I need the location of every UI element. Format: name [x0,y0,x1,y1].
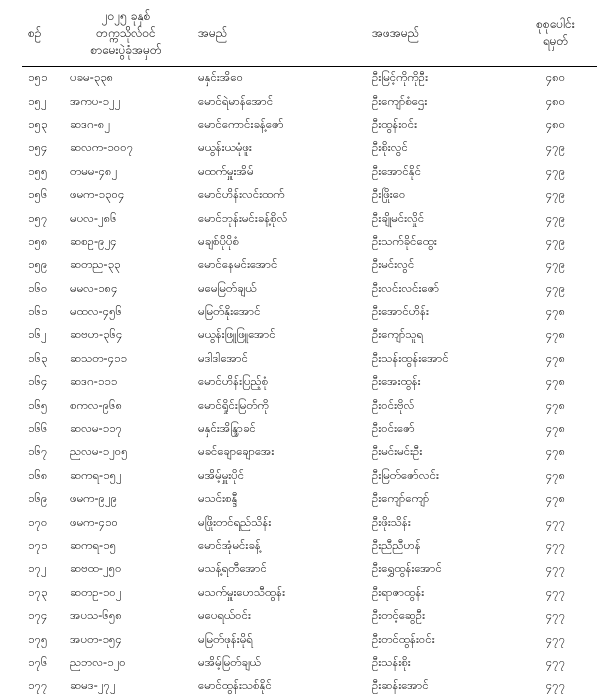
table-row [22,582,597,605]
row-serial-no: ၁၇၅ [28,631,48,646]
row-roll-number: ဆစဥ-၉၂၄ [70,233,117,248]
row-serial-no: ၁၇၆ [28,654,48,669]
row-roll-number: ညလမ-၁၂၀၅ [70,444,128,459]
row-father-name: ဦးအောင်ဟိန်း [372,304,429,319]
row-father-name: ဦးစိုးလွင် [372,140,408,155]
row-total-marks: ၄၇၈ [545,444,566,459]
table-row [22,184,597,207]
row-serial-no: ၁၇၂ [28,561,47,576]
table-row [22,441,597,464]
row-father-name: ဦးလင်းလင်းဇော် [372,280,440,295]
table-row [22,628,597,651]
row-name: မောင်ရှိုင်းမြတ်ကို [198,397,269,412]
row-father-name: ဦးတင်ထွန်းဝင်း [372,631,435,646]
row-serial-no: ၁၆၉ [28,491,48,506]
row-total-marks: ၄၇၈ [545,421,566,436]
row-total-marks: ၄၇၈ [545,467,566,482]
row-serial-no: ၁၇၀ [28,514,48,529]
row-total-marks: ၄၇၉ [545,257,566,272]
row-serial-no: ၁၅၁ [28,70,48,85]
row-roll-number: ဆသတ-၄၁၁ [70,350,127,365]
row-serial-no: ၁၆၅ [28,397,48,412]
table-row [22,488,597,511]
row-father-name: ဦးသန်းထွန်းအောင် [372,350,449,365]
header-marks-line-2: ရမှတ် [542,34,569,48]
row-father-name: ဦးကျော်စံဌေး [372,93,428,108]
row-total-marks: ၄၇၈ [545,304,566,319]
table-row [22,535,597,558]
row-name: မောင်ဘုန်းမင်းခန့်စိုလ် [198,210,288,225]
row-roll-number: ဖမက-၉၂၉ [70,491,118,506]
row-total-marks: ၄၇၇ [545,561,566,576]
row-serial-no: ၁၇၇ [28,678,48,693]
row-total-marks: ၄၇၈ [545,374,566,389]
row-father-name: ဦးထွန်းဝင်း [372,116,418,131]
header-roll-line-2: တက္ကသိုလ်ဝင် [96,25,156,40]
row-total-marks: ၄၇၉ [545,210,566,225]
row-roll-number: ဖမက-၄၁၀ [70,514,118,529]
row-serial-no: ၁၅၉ [28,257,48,272]
row-total-marks: ၄၇၈ [545,397,566,412]
row-name: မောင်ကောင်းခန့်ဇော် [198,116,284,131]
row-roll-number: ဆတည-၃၃ [70,257,121,272]
table-row [22,605,597,628]
table-row [22,231,597,254]
row-father-name: ဦးကျော်သူရ [372,327,424,342]
row-name: မမေမြတ်ချယ် [198,280,257,295]
row-roll-number: ပခမ-၃၃၈ [70,70,114,85]
row-father-name: ဦးဖိုးသိန်း [372,514,411,529]
row-serial-no: ၁၆၂ [28,327,47,342]
row-name: မောင်ထွန်းသစ်နိုင် [198,678,272,693]
row-name: မပေရယ်ဝင်း [198,608,251,623]
table-row [22,371,597,394]
row-name: မခင်ချောချောအေး [198,444,275,459]
table-row [22,90,597,113]
row-name: မောင်ရဲမာန်အောင် [198,93,274,108]
row-total-marks: ၄၈၀ [545,70,566,85]
row-roll-number: မထလ-၄၅၆ [70,304,123,319]
row-total-marks: ၄၇၇ [545,654,566,669]
row-serial-no: ၁၆၃ [28,350,48,365]
table-row [22,67,597,91]
row-roll-number: စကလ-၉၆၈ [70,397,123,412]
row-roll-number: အပသ-၆၅၈ [70,608,122,623]
row-name: မသင်းစန္ဒီ [198,491,238,506]
table-row [22,301,597,324]
row-roll-number: အပတ-၁၅၄ [70,631,122,646]
header-total-marks [514,0,597,67]
row-name: မဒါဒါအောင် [198,350,248,365]
row-roll-number: ညဘလ-၁၂၀ [70,654,126,669]
row-name: မနှင်းအိန္ဒြာခင် [198,421,256,436]
row-name: မချစ်ပိုပိုစံ [198,233,239,248]
row-father-name: ဦးမြင့်ကိုကိုဦး [372,70,428,85]
row-total-marks: ၄၇၉ [545,187,566,202]
row-serial-no: ၁၇၁ [28,538,48,552]
row-total-marks: ၄၇၇ [545,608,566,623]
row-total-marks: ၄၇၈ [545,491,566,506]
results-table [22,0,597,699]
row-roll-number: ဆကရ-၁၅၂ [70,467,122,482]
row-father-name: ဦးရာဇာထွန်း [372,584,425,599]
table-row [22,675,597,698]
row-name: မောင်ဟိန်းပြည့်စုံ [198,374,269,389]
row-serial-no: ၁၅၂ [28,93,47,108]
row-serial-no: ၁၇၃ [28,584,48,599]
row-roll-number: ဆကရ-၁၅ [70,538,117,552]
row-serial-no: ၁၅၇ [28,210,48,225]
row-father-name: ဦးညီညီဟန် [372,538,421,552]
row-father-name: ဦးဖြိုးဝေ [372,187,406,202]
row-serial-no: ၁၅၆ [28,187,48,202]
row-name: မယွန်းဖြူဖြူအောင် [198,327,276,342]
header-father-name: အဖအမည် [364,0,514,67]
table-row [22,652,597,675]
row-total-marks: ၄၇၉ [545,140,566,155]
row-total-marks: ၄၇၇ [545,678,566,693]
table-row [22,394,597,417]
header-marks-line-1: စုစုပေါင်း [536,17,575,31]
row-name: မောင်နေမင်းအောင် [198,257,278,272]
row-total-marks: ၄၇၈ [545,327,566,342]
row-roll-number: ဆမဒ-၂၇၂ [70,678,116,693]
row-name: မောင်အုံမင်းခန့် [198,538,261,552]
row-roll-number: တမမ-၄၈၂ [70,163,118,178]
row-father-name: ဦးဝင်းဗိုလ် [372,397,415,412]
row-total-marks: ၄၇၉ [545,280,566,295]
row-name: မနှင်းအိဝေ [198,70,244,85]
table-row [22,558,597,581]
row-name: မအိမ့်မှူးပိုင် [198,467,245,482]
row-serial-no: ၁၆၀ [28,280,48,295]
row-name: မောင်ဟိန်းလင်းထက် [198,187,285,202]
row-roll-number: ဖမက-၁၃၀၄ [70,187,125,202]
table-row [22,348,597,371]
row-name: မသက်မှူးဟေသီထွန်း [198,584,286,599]
table-row [22,114,597,137]
row-serial-no: ၁၇၄ [28,608,48,623]
table-row [22,254,597,277]
table-header [22,0,597,67]
row-father-name: ဦးရွှေထွန်းအောင် [372,561,442,576]
row-serial-no: ၁၆၁ [28,304,48,319]
row-roll-number: ဆဗထ-၂၅၀ [70,561,122,576]
row-total-marks: ၄၈၀ [545,93,566,108]
row-serial-no: ၁၆၄ [28,374,48,389]
row-serial-no: ၁၆၇ [28,444,48,459]
row-name: မယွန်းယမုံဖူး [198,140,252,155]
results-sheet [22,0,597,699]
row-father-name: ဦးဆန်းအောင် [372,678,429,693]
table-row [22,418,597,441]
row-serial-no: ၁၆၈ [28,467,48,482]
row-total-marks: ၄၈၀ [545,116,566,131]
row-name: မထက်မှူးအိမ် [198,163,254,178]
row-serial-no: ၁၅၄ [28,140,48,155]
row-serial-no: ၁၅၃ [28,116,48,131]
table-row [22,137,597,160]
row-father-name: ဦးတင့်ဆွေဦး [372,608,426,623]
row-father-name: ဦးသက်ခိုင်ထွေး [372,233,437,248]
row-name: မသန့်ရတီအောင် [198,561,267,576]
row-name: မအိမ့်မြတ်ချယ် [198,654,261,669]
row-father-name: ဦးမင်းမင်းဦး [372,444,423,459]
row-total-marks: ၄၇၉ [545,163,566,178]
row-roll-number: မမလ-၁၈၄ [70,280,118,295]
row-father-name: ဦးသန်းစိုး [372,654,411,669]
row-father-name: ဦးကျော်ကျော် [372,491,430,506]
header-row [22,0,597,67]
row-name: မမြတ်နိုးအောင် [198,304,261,319]
row-father-name: ဦးဝင်းဇော် [372,421,415,436]
row-roll-number: ဆဒဂ-၁၁၁ [70,374,118,389]
row-father-name: ဦးမြတ်ဇော်လင်း [372,467,439,482]
header-roll-line-1: ၂၀၂၅ ခုနှစ် [101,8,151,23]
table-row [22,324,597,347]
row-total-marks: ၄၇၇ [545,538,566,552]
row-total-marks: ၄၇၉ [545,233,566,248]
table-row [22,161,597,184]
table-row [22,278,597,301]
header-name: အမည် [192,0,364,67]
row-serial-no: ၁၅၅ [28,163,48,178]
row-total-marks: ၄၇၇ [545,584,566,599]
row-total-marks: ၄၇၇ [545,631,566,646]
row-roll-number: ဆဒဂ-၈၂ [70,116,111,131]
row-father-name: ဦးမင်းလွင် [372,257,415,272]
row-serial-no: ၁၆၆ [28,421,48,436]
row-roll-number: မပလ-၂၈၆ [70,210,117,225]
header-serial-no: စဉ် [22,0,60,67]
table-row [22,511,597,534]
row-roll-number: ဆတဥ-၁၀၂ [70,584,122,599]
row-father-name: ဦးအေးထွန်း [372,374,421,389]
row-father-name: ဦးချိုမင်းလှိုင် [372,210,425,225]
row-total-marks: ၄၇၇ [545,514,566,529]
table-body [22,67,597,699]
table-row [22,465,597,488]
row-roll-number: ဆလက-၁၀၀၇ [70,140,134,155]
row-name: မမြတ်ဖုန်းမိုရ် [198,631,253,646]
row-serial-no: ၁၅၈ [28,233,48,248]
table-row [22,207,597,230]
row-roll-number: ဆလမ-၁၁၇ [70,421,123,436]
row-roll-number: အကပ-၁၂၂ [70,93,121,108]
header-roll-line-3: စာမေးပွဲခုံအမှတ် [90,42,162,57]
header-roll-number [60,0,192,67]
row-total-marks: ၄၇၈ [545,350,566,365]
row-father-name: ဦးအောင်နိုင် [372,163,422,178]
row-roll-number: ဆဗဟ-၃၆၄ [70,327,123,342]
row-name: မဖြိုးတင်ရည်သိန်း [198,514,272,529]
